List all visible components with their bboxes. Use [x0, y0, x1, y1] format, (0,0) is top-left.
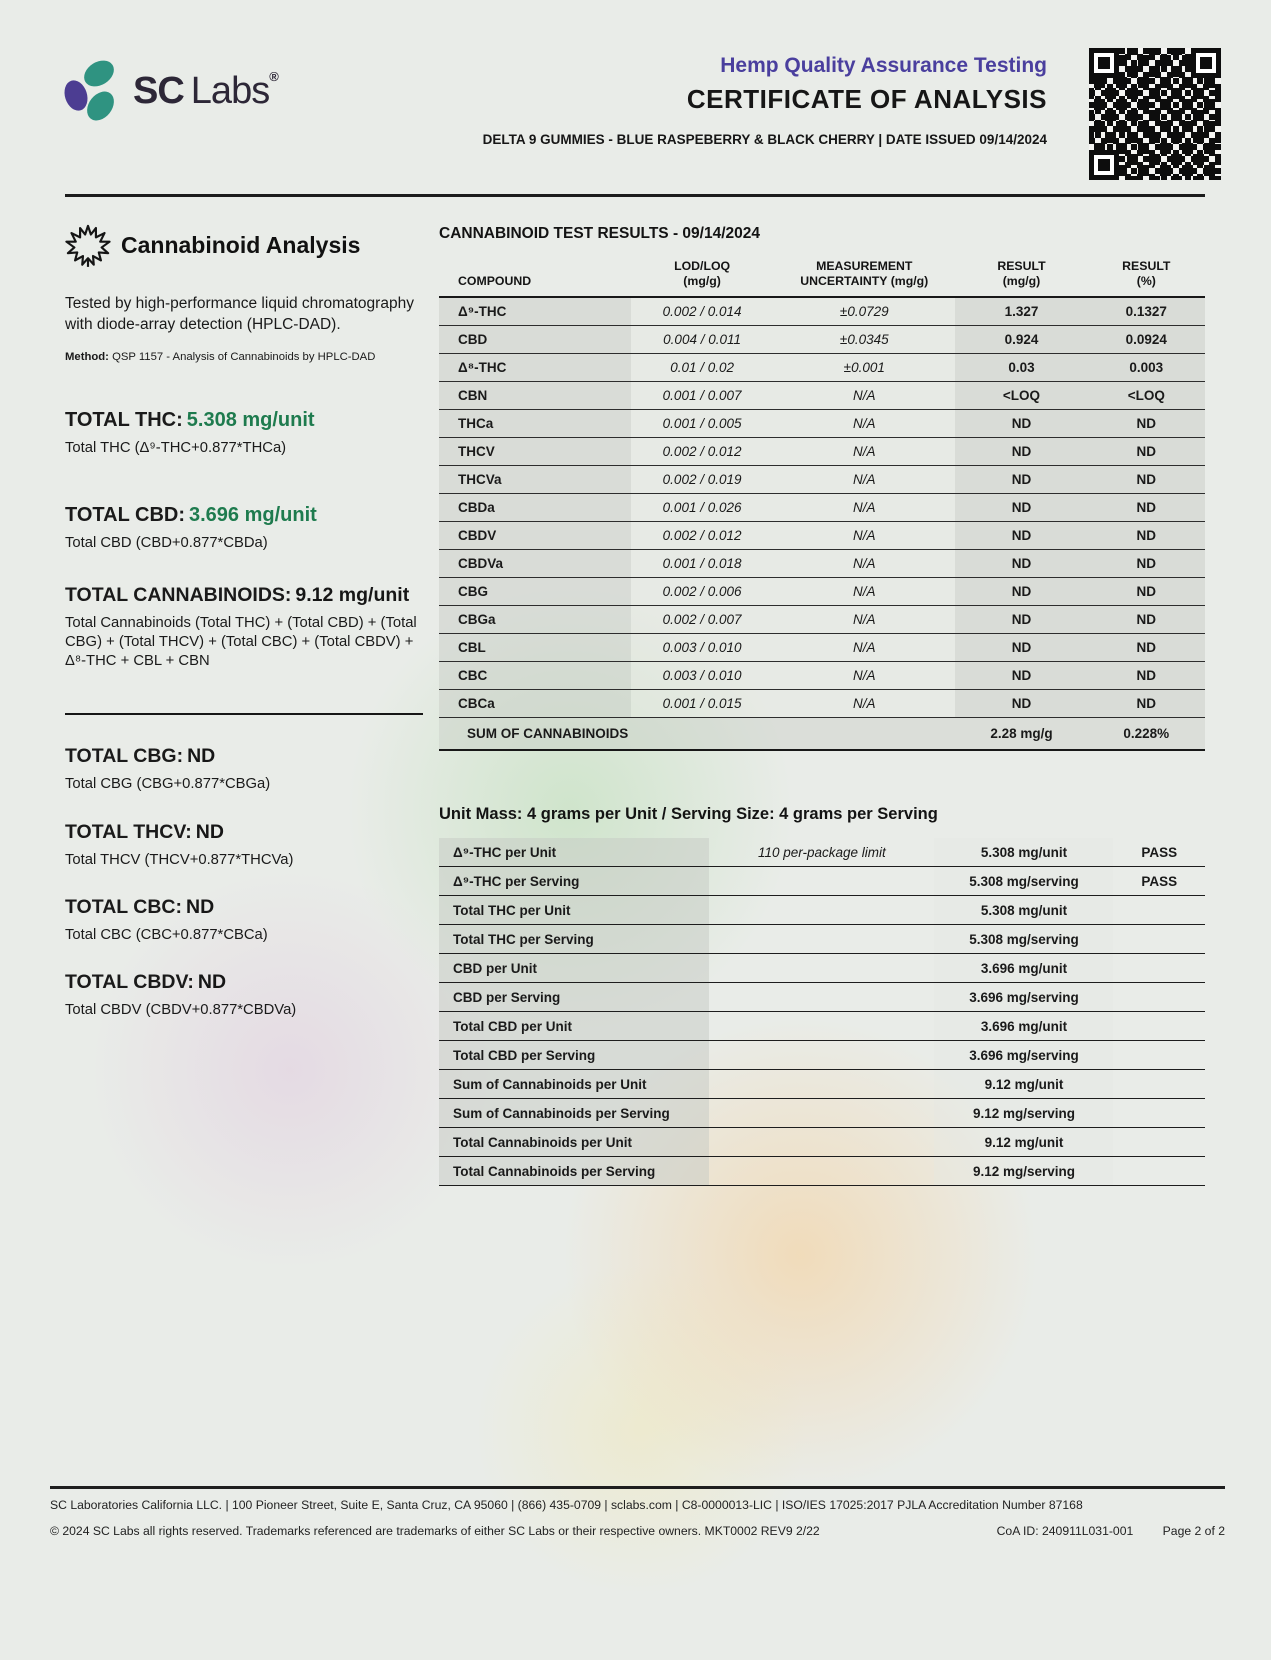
unit-row-value: 3.696 mg/unit — [934, 954, 1113, 983]
qr-finder-top-right — [1191, 48, 1221, 78]
total-value: 5.308 mg/unit — [186, 409, 315, 432]
logo-dot-teal-bottom — [82, 86, 120, 125]
sclabs-logo-icon — [65, 60, 121, 122]
unit-row-value: 5.308 mg/unit — [934, 896, 1113, 925]
footer-divider — [50, 1486, 1225, 1489]
total-label: TOTAL CANNABINOIDS: — [65, 583, 292, 606]
table-row — [439, 606, 1205, 634]
total-value: ND — [197, 971, 227, 994]
result-pct-cell: 0.0924 — [1088, 326, 1205, 354]
sum-result-mg: 2.28 mg/g — [955, 718, 1087, 751]
compound-cell: Δ⁸-THC — [439, 354, 631, 382]
unit-row-status — [1113, 954, 1205, 983]
lodloq-cell: 0.01 / 0.02 — [631, 354, 773, 382]
logo-dot-teal-top — [79, 55, 118, 91]
unit-row-label: CBD per Serving — [439, 983, 709, 1012]
total-label: TOTAL THCV: — [65, 820, 192, 843]
result-pct-cell: ND — [1088, 634, 1205, 662]
table-row — [439, 634, 1205, 662]
table-row — [439, 1157, 1205, 1186]
uncertainty-cell: ±0.0729 — [773, 297, 955, 326]
section-heading — [65, 223, 423, 269]
unit-row-status — [1113, 1099, 1205, 1128]
lodloq-cell: 0.002 / 0.012 — [631, 438, 773, 466]
footer-lab-info: SC Laboratories California LLC. | 100 Pioneer Street, Suite E, Santa Cruz, CA 95060 | (866) 435-0709 | sclabs.com | C8-0000013-LIC | ISO/IES 17025:2017 PJLA Accreditation Number 87168 — [50, 1497, 1083, 1512]
method-description: Tested by high-performance liquid chromatography with diode-array detection (HPLC-DAD). — [65, 294, 414, 333]
unit-row-label: Total Cannabinoids per Serving — [439, 1157, 709, 1186]
result-pct-cell: ND — [1088, 606, 1205, 634]
total-formula: Total THCV (THCV+0.877*THCVa) — [65, 851, 294, 868]
unit-row-status — [1113, 1012, 1205, 1041]
footer-coa-info — [971, 1524, 1225, 1538]
content-columns — [0, 223, 1271, 1187]
total-value: ND — [186, 895, 215, 918]
results-table-title: CANNABINOID TEST RESULTS - 09/14/2024 — [439, 224, 760, 242]
header-titles — [395, 54, 1075, 147]
primary-totals — [65, 409, 423, 553]
unit-row-limit — [709, 867, 934, 896]
result-pct-cell: 0.003 — [1088, 354, 1205, 382]
compound-cell: CBD — [439, 326, 631, 354]
uncertainty-cell: N/A — [773, 690, 955, 718]
result-mg-cell: ND — [955, 662, 1087, 690]
unit-row-value: 9.12 mg/serving — [934, 1099, 1113, 1128]
lodloq-cell: 0.001 / 0.005 — [631, 410, 773, 438]
result-pct-cell: ND — [1088, 578, 1205, 606]
total-block — [65, 896, 423, 945]
qr-finder-top-left — [1089, 48, 1119, 78]
result-mg-cell: 1.327 — [955, 297, 1087, 326]
product-line: DELTA 9 GUMMIES - BLUE RASPEBERRY & BLACK CHERRY | DATE ISSUED 09/14/2024 — [482, 132, 1047, 147]
uncertainty-cell: N/A — [773, 494, 955, 522]
sclabs-logo — [65, 60, 395, 122]
total-line — [65, 745, 423, 768]
total-formula: Total Cannabinoids (Total THC) + (Total CBD) + (Total CBG) + (Total THCV) + (Total CBC) + (Total CBDV) + Δ⁸-THC + CBL + CBN — [65, 614, 417, 670]
total-formula: Total CBC (CBC+0.877*CBCa) — [65, 926, 268, 943]
table-row — [439, 1012, 1205, 1041]
total-line — [65, 409, 423, 432]
unit-row-value: 3.696 mg/serving — [934, 1041, 1113, 1070]
total-value: 3.696 mg/unit — [189, 504, 317, 527]
method-label: Method: — [65, 351, 109, 364]
footer — [50, 1486, 1225, 1538]
total-block — [65, 504, 423, 553]
unit-row-status — [1113, 925, 1205, 954]
lodloq-cell: 0.004 / 0.011 — [631, 326, 773, 354]
results-table-body — [439, 297, 1205, 718]
unit-row-status: PASS — [1113, 867, 1205, 896]
unit-row-label: Total THC per Unit — [439, 896, 709, 925]
lodloq-cell: 0.002 / 0.006 — [631, 578, 773, 606]
total-formula: Total THC (Δ⁹-THC+0.877*THCa) — [65, 440, 287, 457]
total-block — [65, 971, 423, 1020]
table-row — [439, 867, 1205, 896]
unit-row-limit — [709, 1099, 934, 1128]
qr-finder-bottom-left — [1089, 150, 1119, 180]
total-block — [65, 745, 423, 794]
program-title: Hemp Quality Assurance Testing — [720, 54, 1047, 77]
total-formula: Total CBG (CBG+0.877*CBGa) — [65, 776, 271, 793]
uncertainty-cell: ±0.001 — [773, 354, 955, 382]
sum-label: SUM OF CANNABINOIDS — [439, 718, 955, 751]
table-row — [439, 438, 1205, 466]
unit-row-limit — [709, 925, 934, 954]
table-row — [439, 410, 1205, 438]
table-row — [439, 838, 1205, 867]
page-number: Page 2 of 2 — [1162, 1523, 1225, 1538]
unit-row-limit — [709, 1012, 934, 1041]
unit-row-label: Total CBD per Serving — [439, 1041, 709, 1070]
result-pct-cell: ND — [1088, 690, 1205, 718]
unit-row-label: Sum of Cannabinoids per Serving — [439, 1099, 709, 1128]
uncertainty-cell: N/A — [773, 550, 955, 578]
unit-row-status — [1113, 1128, 1205, 1157]
table-row — [439, 578, 1205, 606]
compound-cell: CBDVa — [439, 550, 631, 578]
sum-row — [439, 718, 1205, 751]
result-pct-cell: 0.1327 — [1088, 297, 1205, 326]
lodloq-cell: 0.001 / 0.007 — [631, 382, 773, 410]
result-mg-cell: ND — [955, 690, 1087, 718]
unit-row-label: Δ⁹-THC per Unit — [439, 838, 709, 867]
lodloq-cell: 0.003 / 0.010 — [631, 634, 773, 662]
result-mg-cell: ND — [955, 634, 1087, 662]
table-row — [439, 896, 1205, 925]
column-header-uncertainty: MEASUREMENT UNCERTAINTY (mg/g) — [773, 259, 955, 298]
unit-row-limit — [709, 1157, 934, 1186]
lodloq-cell: 0.003 / 0.010 — [631, 662, 773, 690]
lodloq-cell: 0.001 / 0.015 — [631, 690, 773, 718]
uncertainty-cell: N/A — [773, 410, 955, 438]
lodloq-cell: 0.001 / 0.026 — [631, 494, 773, 522]
result-mg-cell: ND — [955, 578, 1087, 606]
unit-row-limit — [709, 1041, 934, 1070]
uncertainty-cell: N/A — [773, 578, 955, 606]
uncertainty-cell: N/A — [773, 522, 955, 550]
total-label: TOTAL CBC: — [65, 895, 182, 918]
result-mg-cell: 0.924 — [955, 326, 1087, 354]
result-mg-cell: <LOQ — [955, 382, 1087, 410]
uncertainty-cell: ±0.0345 — [773, 326, 955, 354]
total-formula: Total CBD (CBD+0.877*CBDa) — [65, 535, 268, 552]
unit-serving-table — [439, 838, 1205, 1186]
compound-cell: CBGa — [439, 606, 631, 634]
table-row — [439, 550, 1205, 578]
uncertainty-cell: N/A — [773, 634, 955, 662]
total-line — [65, 971, 423, 994]
compound-cell: THCa — [439, 410, 631, 438]
compound-cell: THCV — [439, 438, 631, 466]
column-header-lodloq: LOD/LOQ (mg/g) — [631, 259, 773, 298]
results-table-sum — [439, 718, 1205, 751]
logo-sc-text: SC — [133, 70, 184, 112]
table-row — [439, 1128, 1205, 1157]
logo-labs-text: Labs — [190, 70, 270, 112]
unit-row-limit — [709, 896, 934, 925]
total-value: ND — [187, 745, 216, 768]
section-title: Cannabinoid Analysis — [121, 232, 361, 258]
result-pct-cell: ND — [1088, 662, 1205, 690]
table-row — [439, 297, 1205, 326]
total-label: TOTAL CBD: — [65, 504, 185, 527]
unit-row-label: Total THC per Serving — [439, 925, 709, 954]
total-line — [65, 504, 423, 527]
lodloq-cell: 0.001 / 0.018 — [631, 550, 773, 578]
unit-row-label: CBD per Unit — [439, 954, 709, 983]
result-mg-cell: ND — [955, 410, 1087, 438]
unit-row-status — [1113, 1070, 1205, 1099]
header — [0, 0, 1271, 180]
unit-row-value: 3.696 mg/serving — [934, 983, 1113, 1012]
result-pct-cell: ND — [1088, 522, 1205, 550]
unit-row-value: 3.696 mg/unit — [934, 1012, 1113, 1041]
footer-legal-line — [50, 1524, 1225, 1538]
registered-trademark-symbol: ® — [269, 69, 278, 84]
column-header-result-mg: RESULT (mg/g) — [955, 259, 1087, 298]
header-divider — [65, 194, 1205, 197]
compound-cell: CBN — [439, 382, 631, 410]
uncertainty-cell: N/A — [773, 438, 955, 466]
table-row — [439, 326, 1205, 354]
compound-cell: CBDV — [439, 522, 631, 550]
total-value: 9.12 mg/unit — [295, 583, 410, 606]
unit-row-limit — [709, 1128, 934, 1157]
qr-code — [1089, 48, 1221, 180]
results-panel — [439, 223, 1205, 1187]
unit-row-value: 9.12 mg/unit — [934, 1070, 1113, 1099]
unit-row-value: 9.12 mg/serving — [934, 1157, 1113, 1186]
method-text: QSP 1157 - Analysis of Cannabinoids by HPLC-DAD — [112, 351, 376, 364]
table-row — [439, 983, 1205, 1012]
unit-row-label: Sum of Cannabinoids per Unit — [439, 1070, 709, 1099]
uncertainty-cell: N/A — [773, 662, 955, 690]
result-pct-cell: ND — [1088, 438, 1205, 466]
uncertainty-cell: N/A — [773, 466, 955, 494]
compound-cell: CBDa — [439, 494, 631, 522]
table-row — [439, 662, 1205, 690]
table-row — [439, 925, 1205, 954]
table-row — [439, 690, 1205, 718]
lodloq-cell: 0.002 / 0.007 — [631, 606, 773, 634]
unit-row-limit — [709, 983, 934, 1012]
total-formula: Total CBDV (CBDV+0.877*CBDVa) — [65, 1002, 297, 1019]
compound-cell: CBL — [439, 634, 631, 662]
lodloq-cell: 0.002 / 0.019 — [631, 466, 773, 494]
total-line — [65, 821, 423, 844]
column-header-compound: COMPOUND — [439, 259, 631, 298]
result-pct-cell: ND — [1088, 550, 1205, 578]
result-mg-cell: 0.03 — [955, 354, 1087, 382]
left-panel-divider — [65, 713, 423, 715]
result-mg-cell: ND — [955, 550, 1087, 578]
unit-row-status — [1113, 1157, 1205, 1186]
result-mg-cell: ND — [955, 494, 1087, 522]
unit-table-body — [439, 838, 1205, 1186]
unit-row-status — [1113, 983, 1205, 1012]
secondary-totals — [65, 745, 423, 1020]
unit-row-status — [1113, 1041, 1205, 1070]
footer-copyright: © 2024 SC Labs all rights reserved. Trademarks referenced are trademarks of either SC Labs or their respective owners. MKT0002 REV9 2/22 — [50, 1523, 820, 1538]
uncertainty-cell: N/A — [773, 606, 955, 634]
result-mg-cell: ND — [955, 606, 1087, 634]
table-row — [439, 1070, 1205, 1099]
column-header-result-pct: RESULT (%) — [1088, 259, 1205, 298]
unit-row-value: 5.308 mg/unit — [934, 838, 1113, 867]
total-label: TOTAL CBG: — [65, 745, 184, 768]
lodloq-cell: 0.002 / 0.012 — [631, 522, 773, 550]
table-row — [439, 1041, 1205, 1070]
compound-cell: THCVa — [439, 466, 631, 494]
unit-mass-title: Unit Mass: 4 grams per Unit / Serving Size: 4 grams per Serving — [439, 805, 938, 824]
unit-row-limit — [709, 954, 934, 983]
table-row — [439, 1099, 1205, 1128]
compound-cell: CBC — [439, 662, 631, 690]
unit-row-status — [1113, 896, 1205, 925]
unit-row-label: Total CBD per Unit — [439, 1012, 709, 1041]
table-row — [439, 466, 1205, 494]
unit-row-limit: 110 per-package limit — [709, 838, 934, 867]
uncertainty-cell: N/A — [773, 382, 955, 410]
total-line — [65, 896, 423, 919]
cannabinoid-results-table — [439, 259, 1205, 752]
compound-cell: CBCa — [439, 690, 631, 718]
unit-row-status: PASS — [1113, 838, 1205, 867]
lodloq-cell: 0.002 / 0.014 — [631, 297, 773, 326]
result-mg-cell: ND — [955, 522, 1087, 550]
certificate-title: CERTIFICATE OF ANALYSIS — [686, 84, 1047, 114]
compound-cell: Δ⁹-THC — [439, 297, 631, 326]
coa-id: CoA ID: 240911L031-001 — [996, 1523, 1134, 1538]
table-row — [439, 382, 1205, 410]
method-line — [65, 351, 423, 363]
result-pct-cell: ND — [1088, 494, 1205, 522]
table-row — [439, 354, 1205, 382]
result-pct-cell: ND — [1088, 410, 1205, 438]
total-line — [65, 584, 423, 607]
total-block — [65, 409, 423, 458]
result-mg-cell: ND — [955, 466, 1087, 494]
unit-row-value: 5.308 mg/serving — [934, 867, 1113, 896]
total-block — [65, 821, 423, 870]
total-label: TOTAL CBDV: — [65, 971, 194, 994]
unit-row-value: 9.12 mg/unit — [934, 1128, 1113, 1157]
result-pct-cell: <LOQ — [1088, 382, 1205, 410]
result-mg-cell: ND — [955, 438, 1087, 466]
unit-row-label: Total Cannabinoids per Unit — [439, 1128, 709, 1157]
total-value: ND — [195, 820, 224, 843]
sum-result-pct: 0.228% — [1088, 718, 1205, 751]
unit-row-value: 5.308 mg/serving — [934, 925, 1113, 954]
total-label: TOTAL THC: — [65, 409, 183, 432]
table-row — [439, 522, 1205, 550]
logo-wordmark — [133, 69, 278, 113]
table-row — [439, 954, 1205, 983]
total-cannabinoids-block — [65, 584, 423, 672]
unit-row-label: Δ⁹-THC per Serving — [439, 867, 709, 896]
results-table-header — [439, 259, 1205, 298]
cannabinoid-analysis-panel — [65, 223, 423, 1187]
result-pct-cell: ND — [1088, 466, 1205, 494]
unit-row-limit — [709, 1070, 934, 1099]
table-row — [439, 494, 1205, 522]
compound-cell: CBG — [439, 578, 631, 606]
hemp-leaf-icon — [65, 223, 111, 269]
